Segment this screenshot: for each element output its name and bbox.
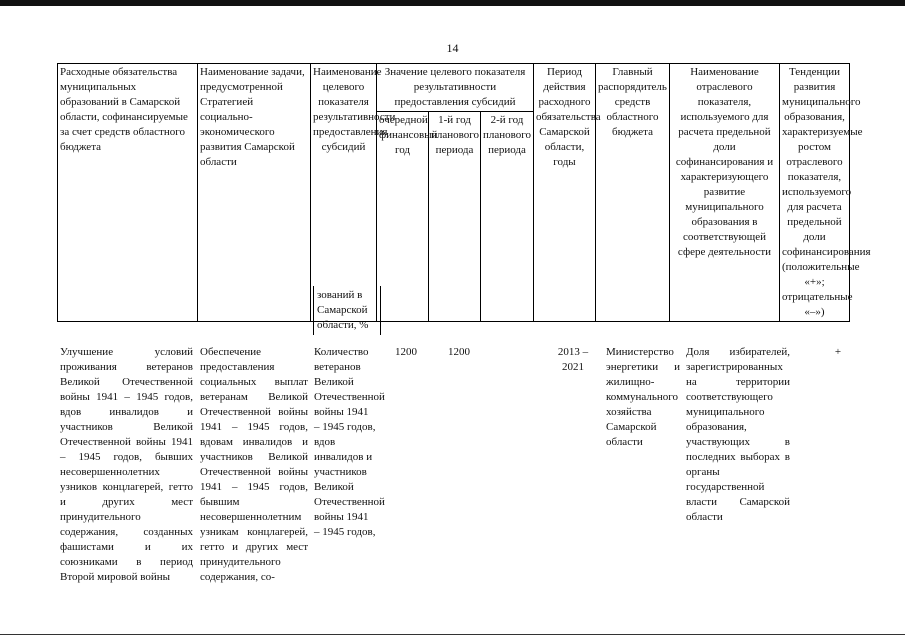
row-value-current: 1200 — [395, 346, 417, 358]
top-border — [0, 0, 905, 6]
header-current-year: очередной финансовый год — [377, 112, 429, 322]
header-indicator: Наименование целевого показателя результативности предоставления субсидий — [311, 64, 377, 322]
table-header — [57, 63, 871, 322]
header-values-group: Значение целевого показателя результативности предоставления субсидий — [377, 64, 534, 112]
row-trend: + — [834, 346, 842, 358]
header-plan-year-2: 2-й год планового периода — [481, 112, 534, 322]
indicator-continuation: зований в Самарской области, % — [313, 286, 381, 335]
row-indicator: Количество ветеранов Великой Отечественной войны 1941 – 1945 годов, вдов инвалидов и участников Великой Отечественной войны 1941 – 1945 годов, — [314, 346, 385, 538]
header-obligation: Расходные обязательства муниципальных образований в Самарской области, софинансируемые за счет средств областного бюджета — [58, 64, 198, 322]
header-trend: Тенденции развития муниципального образования, характеризуемые ростом отраслевого показателя, используемого для расчета предельной доли софинансирования (положительные «+»; отрицательные «–») — [780, 64, 850, 322]
row-administrator: Министерство энергетики и жилищно-коммунального хозяйства Самарской области — [606, 346, 680, 448]
header-plan-year-1: 1-й год планового периода — [429, 112, 481, 322]
row-task: Обеспечение предоставления социальных выплат ветеранам Великой Отечественной войны 1941 – 1945 годов, вдовам инвалидов и участников Великой Отечественной войны 1941 – 1945 годов, бывшим несовершеннолетним узникам концлагерей, гетто и других мест принудительного содержания, со- — [200, 346, 308, 583]
bottom-divider — [0, 634, 905, 635]
row-obligation: Улучшение условий проживания ветеранов Великой Отечественной войны 1941 – 1945 годов, вдов инвалидов и участников Великой Отечественной войны 1941 – 1945 годов, бывших несовершеннолетних узников концлагерей, гетто и других мест принудительного содержания, созданных фашистами и их союзниками в период Второй мировой войны — [60, 346, 193, 583]
header-period: Период действия расходного обязательства Самарской области, годы — [534, 64, 596, 322]
header-sector-indicator: Наименование отраслевого показателя, используемого для расчета предельной доли софинансирования и характеризующего развитие муниципального образования в соответствующей сфере деятельности — [670, 64, 780, 322]
header-administrator: Главный распорядитель средств областного бюджета — [596, 64, 670, 322]
row-value-plan1: 1200 — [448, 346, 470, 358]
page-number: 14 — [446, 41, 459, 55]
row-period: 2013 – 2021 — [557, 346, 589, 373]
header-task: Наименование задачи, предусмотренной Стратегией социально-экономического развития Самарской области — [198, 64, 311, 322]
row-sector-indicator: Доля избирателей, зарегистрированных на территории соответствующего муниципального образования, участвующих в последних выборах в органы государственной власти Самарской области — [686, 346, 790, 523]
